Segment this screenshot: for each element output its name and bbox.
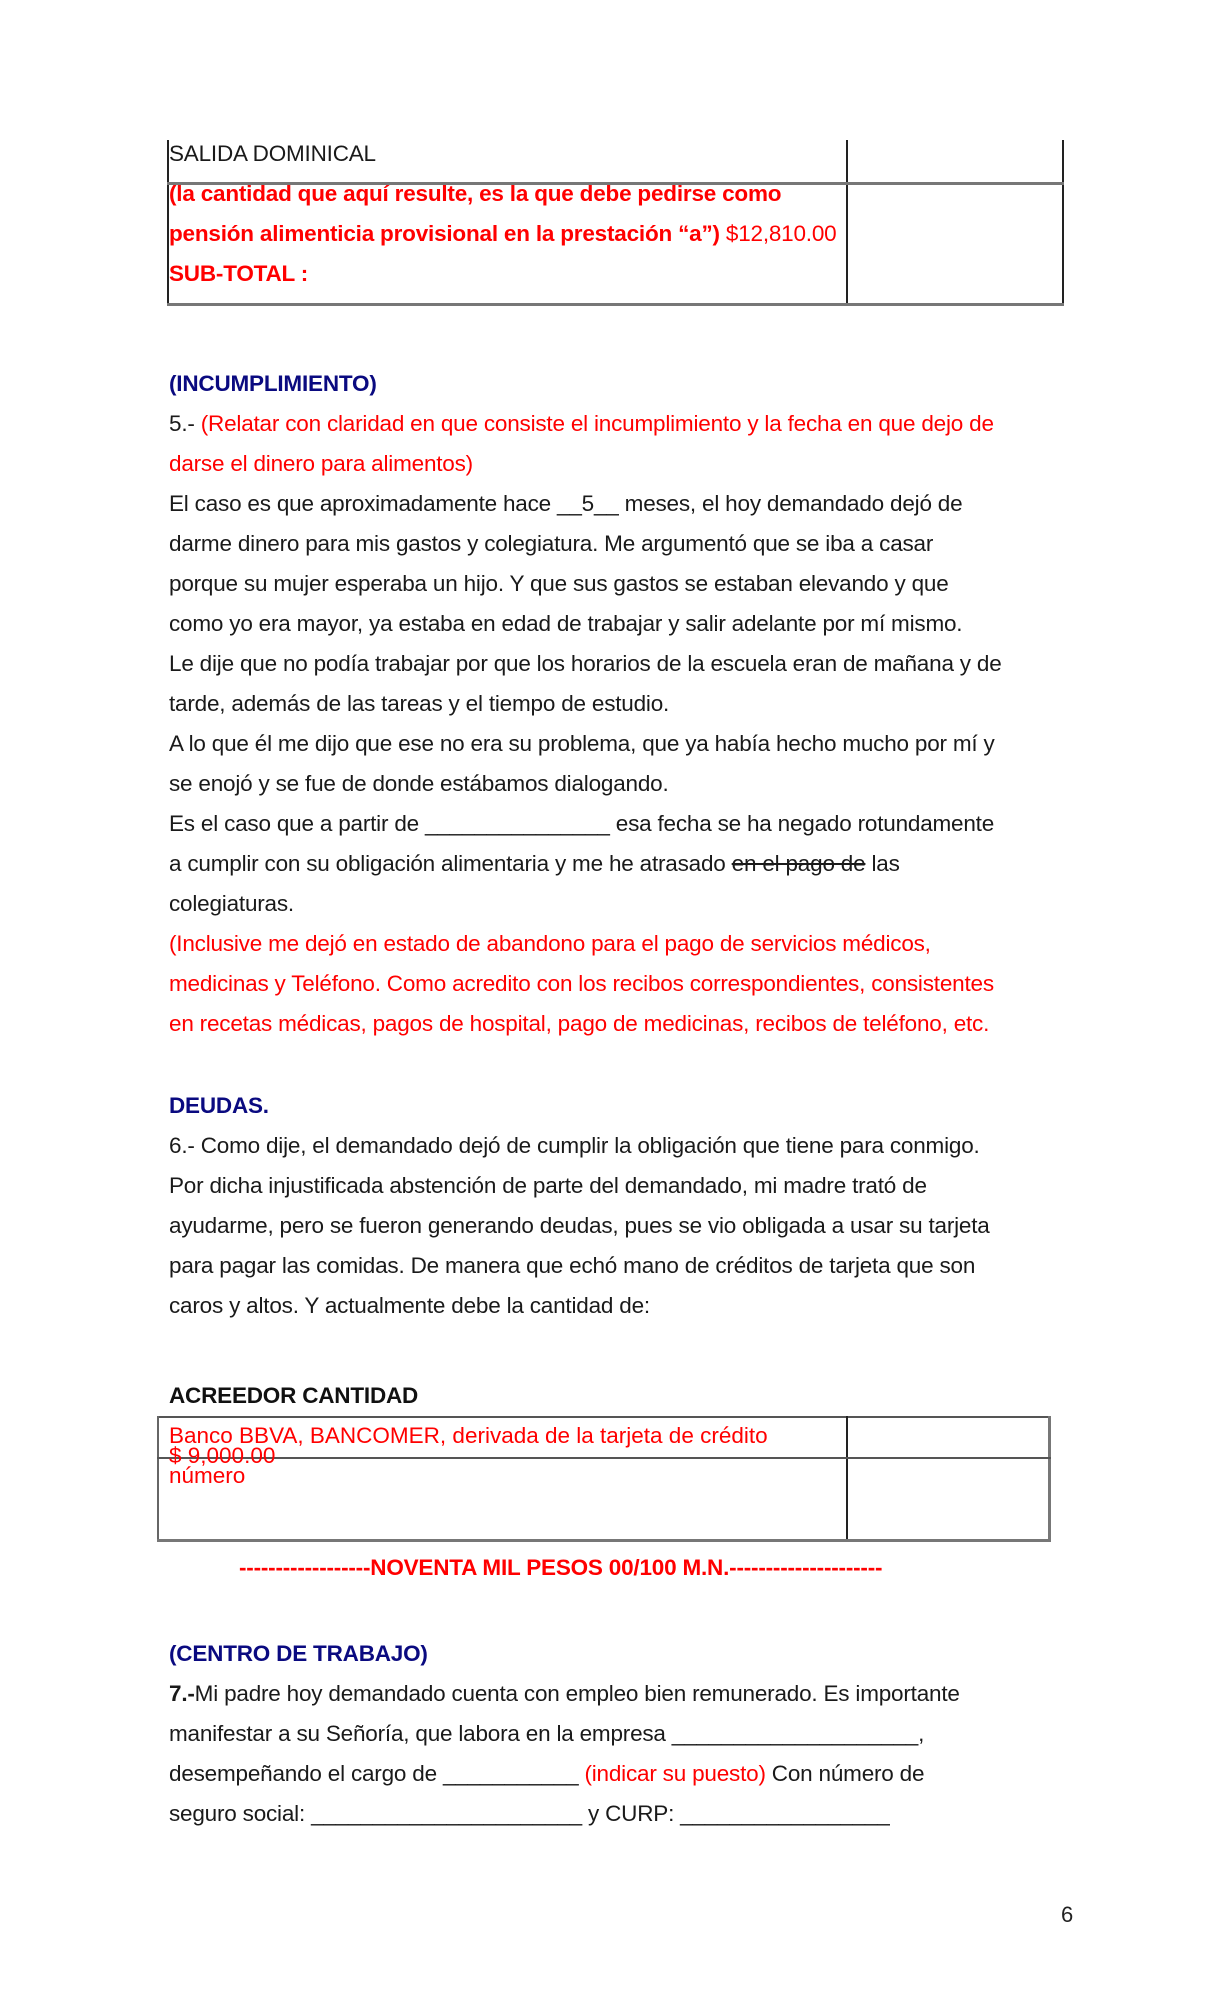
paragraph-line-with-instruction (169, 1754, 924, 1794)
section-heading-incumplimiento: (INCUMPLIMIENTO) (169, 371, 377, 396)
paragraph-line: porque su mujer esperaba un hijo. Y que sus gastos se estaban elevando y que (169, 571, 949, 596)
instruction-text: (indicar su puesto) (584, 1761, 766, 1786)
section-heading-centro-trabajo: (CENTRO DE TRABAJO) (169, 1641, 428, 1666)
item-number: 5.- (169, 411, 195, 436)
table-border-right (1048, 1416, 1051, 1542)
table-note-text: pensión alimenticia provisional en la prestación “a”) (169, 221, 720, 246)
text: Mi padre hoy demandado cuenta con empleo bien remunerado. Es importante (194, 1681, 960, 1706)
struck-text: en el pago de (731, 851, 866, 876)
paragraph-line: colegiaturas. (169, 891, 294, 916)
paragraph-line: manifestar a su Señoría, que labora en la empresa ____________________, (169, 1721, 925, 1746)
creditor-card-number-label: número (169, 1463, 246, 1488)
paragraph-line: caros y altos. Y actualmente debe la cantidad de: (169, 1293, 650, 1318)
table-border-bottom (157, 1539, 1051, 1542)
section-heading-deudas: DEUDAS. (169, 1093, 269, 1118)
table-amount: $12,810.00 (725, 221, 837, 246)
creditor-amount: $ 9,000.00 (169, 1443, 276, 1468)
paragraph-line-with-strike (169, 844, 900, 884)
item-5-instruction (169, 404, 994, 444)
text: desempeñando el cargo de ___________ (169, 1761, 585, 1786)
paragraph-line: como yo era mayor, ya estaba en edad de trabajar y salir adelante por mí mismo. (169, 611, 963, 636)
total-in-words: ------------------NOVENTA MIL PESOS 00/100 M.N.--------------------- (239, 1555, 883, 1580)
text: Con número de (765, 1761, 925, 1786)
table-divider (846, 1416, 848, 1542)
page-number: 6 (1061, 1902, 1074, 1927)
item-number: 7.- (169, 1681, 195, 1706)
table-note: (la cantidad que aquí resulte, es la que debe pedirse como (169, 181, 782, 206)
paragraph-line: Le dije que no podía trabajar por que los horarios de la escuela eran de mañana y de (169, 651, 1002, 676)
table-border-left (157, 1416, 159, 1542)
paragraph-line: tarde, además de las tareas y el tiempo de estudio. (169, 691, 670, 716)
paragraph-line: para pagar las comidas. De manera que echó mano de créditos de tarjeta que son (169, 1253, 976, 1278)
subtotal-label: SUB-TOTAL : (169, 261, 309, 286)
paragraph-line: El caso es que aproximadamente hace __5__ meses, el hoy demandado dejó de (169, 491, 963, 516)
instruction-text: (Relatar con claridad en que consiste el incumplimiento y la fecha en que dejo de (200, 411, 994, 436)
red-note-line: medicinas y Teléfono. Como acredito con los recibos correspondientes, consistentes (169, 971, 994, 996)
item-7-line (169, 1674, 960, 1714)
table-row-label: SALIDA DOMINICAL (169, 141, 376, 166)
paragraph-line: Por dicha injustificada abstención de parte del demandado, mi madre trató de (169, 1173, 927, 1198)
paragraph-line: seguro social: ______________________ y CURP: _________________ (169, 1801, 890, 1826)
paragraph-line: Es el caso que a partir de _______________ esa fecha se ha negado rotundamente (169, 811, 995, 836)
creditor-name: Banco BBVA, BANCOMER, derivada de la tarjeta de crédito (169, 1423, 768, 1448)
paragraph-line: 6.- Como dije, el demandado dejó de cumplir la obligación que tiene para conmigo. (169, 1133, 980, 1158)
paragraph-line: se enojó y se fue de donde estábamos dialogando. (169, 771, 669, 796)
instruction-text: darse el dinero para alimentos) (169, 451, 473, 476)
table-row-divider (157, 1457, 1051, 1459)
paragraph-line: A lo que él me dijo que ese no era su problema, que ya había hecho mucho por mí y (169, 731, 995, 756)
table-border-right (1062, 140, 1064, 306)
table-border-bottom (167, 303, 1064, 306)
text: las (865, 851, 900, 876)
debt-table-header: ACREEDOR CANTIDAD (169, 1383, 419, 1408)
red-note-line: en recetas médicas, pagos de hospital, pago de medicinas, recibos de teléfono, etc. (169, 1011, 990, 1036)
paragraph-line: darme dinero para mis gastos y colegiatura. Me argumentó que se iba a casar (169, 531, 934, 556)
table-border-top (157, 1416, 1051, 1418)
red-note-line: (Inclusive me dejó en estado de abandono para el pago de servicios médicos, (169, 931, 931, 956)
paragraph-line: ayudarme, pero se fueron generando deudas, pues se vio obligada a usar su tarjeta (169, 1213, 990, 1238)
text: a cumplir con su obligación alimentaria y me he atrasado (169, 851, 732, 876)
table-divider (846, 140, 848, 306)
table-note-line (169, 214, 837, 254)
